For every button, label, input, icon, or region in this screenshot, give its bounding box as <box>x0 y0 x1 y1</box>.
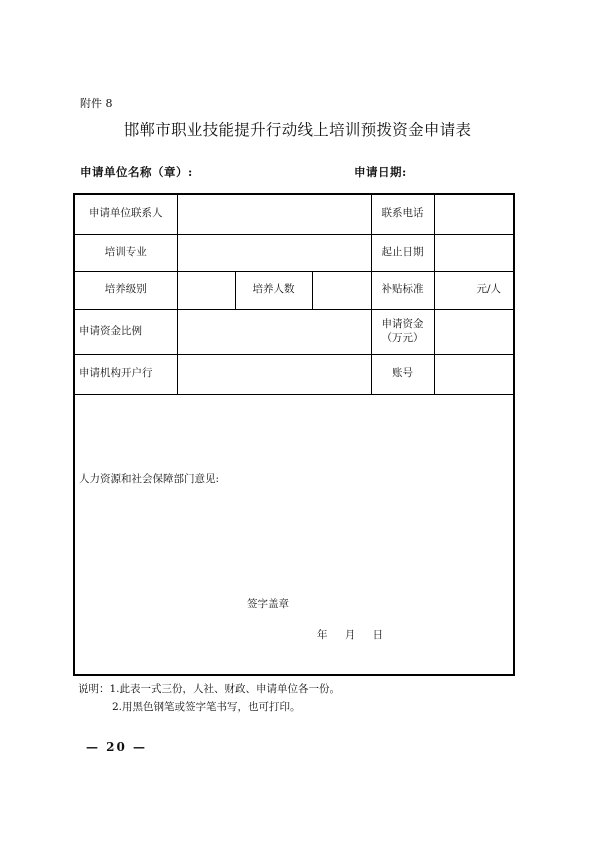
subsidy-standard-label: 补贴标准 <box>371 271 434 309</box>
fund-amount-field[interactable] <box>434 309 514 354</box>
sign-seal-label: 签字盖章 <box>247 597 289 610</box>
fund-amount-label <box>371 309 434 354</box>
attachment-label: 附件 8 <box>80 97 113 110</box>
training-major-label: 培训专业 <box>74 234 177 271</box>
date-ymd-label: 年 月 日 <box>317 628 384 641</box>
note-line-1: 说明：1.此表一式三份，人社、财政、申请单位各一份。 <box>78 683 341 695</box>
account-label: 账号 <box>371 354 434 394</box>
unit-name-label: 申请单位名称（章）: <box>80 165 193 179</box>
contact-phone-field[interactable] <box>434 194 514 234</box>
fund-ratio-field[interactable] <box>177 309 371 354</box>
fund-amount-label-line1: 申请资金 <box>381 317 424 330</box>
table-row <box>74 354 514 394</box>
page-number: — 20 — <box>86 740 148 754</box>
table-row <box>74 194 514 234</box>
table-row <box>74 394 514 675</box>
opinion-cell[interactable] <box>74 394 514 675</box>
training-major-field[interactable] <box>177 234 371 271</box>
table-row <box>74 234 514 271</box>
subsidy-standard-field[interactable] <box>434 271 514 309</box>
table-row <box>74 309 514 354</box>
period-field[interactable] <box>434 234 514 271</box>
contact-phone-label: 联系电话 <box>371 194 434 234</box>
note-line-2: 2.用黑色钢笔或签字笔书写，也可打印。 <box>112 701 301 713</box>
contact-person-label: 申请单位联系人 <box>74 194 177 234</box>
form-title: 邯郸市职业技能提升行动线上培训预拨资金申请表 <box>123 121 472 139</box>
fund-amount-label-line2: （万元） <box>381 331 424 344</box>
opinion-label: 人力资源和社会保障部门意见: <box>79 472 220 485</box>
contact-person-field[interactable] <box>177 194 371 234</box>
bank-field[interactable] <box>177 354 371 394</box>
fund-ratio-label: 申请资金比例 <box>74 309 177 354</box>
bank-label: 申请机构开户行 <box>74 354 177 394</box>
training-level-label: 培养级别 <box>74 271 177 309</box>
application-form-table <box>73 193 515 676</box>
application-date-label: 申请日期: <box>354 165 407 179</box>
trainee-count-label: 培养人数 <box>235 271 312 309</box>
trainee-count-field[interactable] <box>312 271 371 309</box>
account-field[interactable] <box>434 354 514 394</box>
period-label: 起止日期 <box>371 234 434 271</box>
training-level-field[interactable] <box>177 271 235 309</box>
table-row <box>74 271 514 309</box>
subsidy-unit: 元/人 <box>476 283 501 296</box>
